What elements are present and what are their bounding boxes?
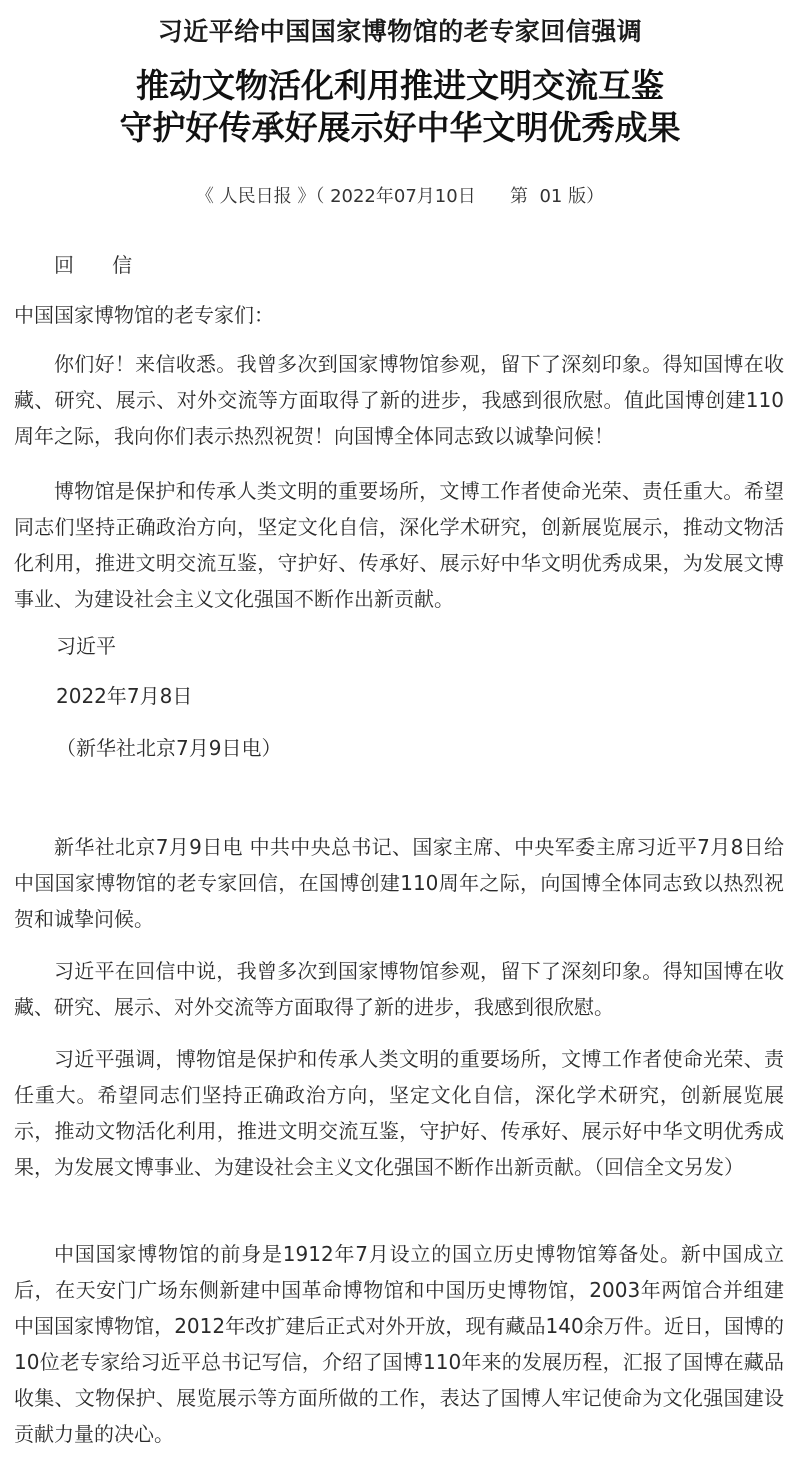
news-paragraph: 中国国家博物馆的前身是1912年7月设立的国立历史博物馆筹备处。新中国成立后，在天安门广场东侧新建中国革命博物馆和中国历史博物馆，2003年两馆合并组建中国国家博物馆，2012年改扩建后正式对外开放，现有藏品140余万件。近日，国博的10位老专家给习近平总书记写信，介绍了国博110年来的发展历程，汇报了国博在藏品收集、文物保护、展览展示等方面所做的工作，表达了国博人牢记使命为文化强国建设贡献力量的决心。 [14,1242,784,1446]
letter-paragraph: 博物馆是保护和传承人类文明的重要场所，文博工作者使命光荣、责任重大。希望同志们坚持正确政治方向，坚定文化自信，深化学术研究，创新展览展示，推动文物活化利用，推进文明交流互鉴，守护好、传承好、展示好中华文明优秀成果，为发展文博事业、为建设社会主义文化强国不断作出新贡献。 [14,479,784,611]
letter-signature: 习近平 [56,634,116,658]
news-paragraph: 习近平强调，博物馆是保护和传承人类文明的重要场所，文博工作者使命光荣、责任重大。希望同志们坚持正确政治方向，坚定文化自信，深化学术研究，创新展览展示，推动文物活化利用，推进文明交流互鉴，守护好、传承好、展示好中华文明优秀成果，为发展文博事业、为建设社会主义文化强国不断作出新贡献。（回信全文另发） [14,1047,784,1179]
news-paragraph: 习近平在回信中说，我曾多次到国家博物馆参观，留下了深刻印象。得知国博在收藏、研究、展示、对外交流等方面取得了新的进步，我感到很欣慰。 [14,959,784,1019]
letter-salutation: 中国国家博物馆的老专家们： [14,303,274,327]
letter-dateline: （新华社北京7月9日电） [56,736,282,760]
headline-line-2: 守护好传承好展示好中华文明优秀成果 [119,108,681,147]
letter-date: 2022年7月8日 [56,684,193,708]
article-source: 《 人民日报 》（ 2022年07月10日 第 01 版） [195,186,605,207]
headline-line-1: 推动文物活化利用推进文明交流互鉴 [136,66,664,105]
article-kicker: 习近平给中国国家博物馆的老专家回信强调 [157,17,643,46]
letter-title: 回 信 [54,253,133,277]
news-paragraph: 新华社北京7月9日电 中共中央总书记、国家主席、中央军委主席习近平7月8日给中国国家博物馆的老专家回信，在国博创建110周年之际，向国博全体同志致以热烈祝贺和诚挚问候。 [14,835,784,931]
letter-paragraph: 你们好！来信收悉。我曾多次到国家博物馆参观，留下了深刻印象。得知国博在收藏、研究、展示、对外交流等方面取得了新的进步，我感到很欣慰。值此国博创建110周年之际，我向你们表示热烈祝贺！向国博全体同志致以诚挚问候！ [14,352,784,448]
